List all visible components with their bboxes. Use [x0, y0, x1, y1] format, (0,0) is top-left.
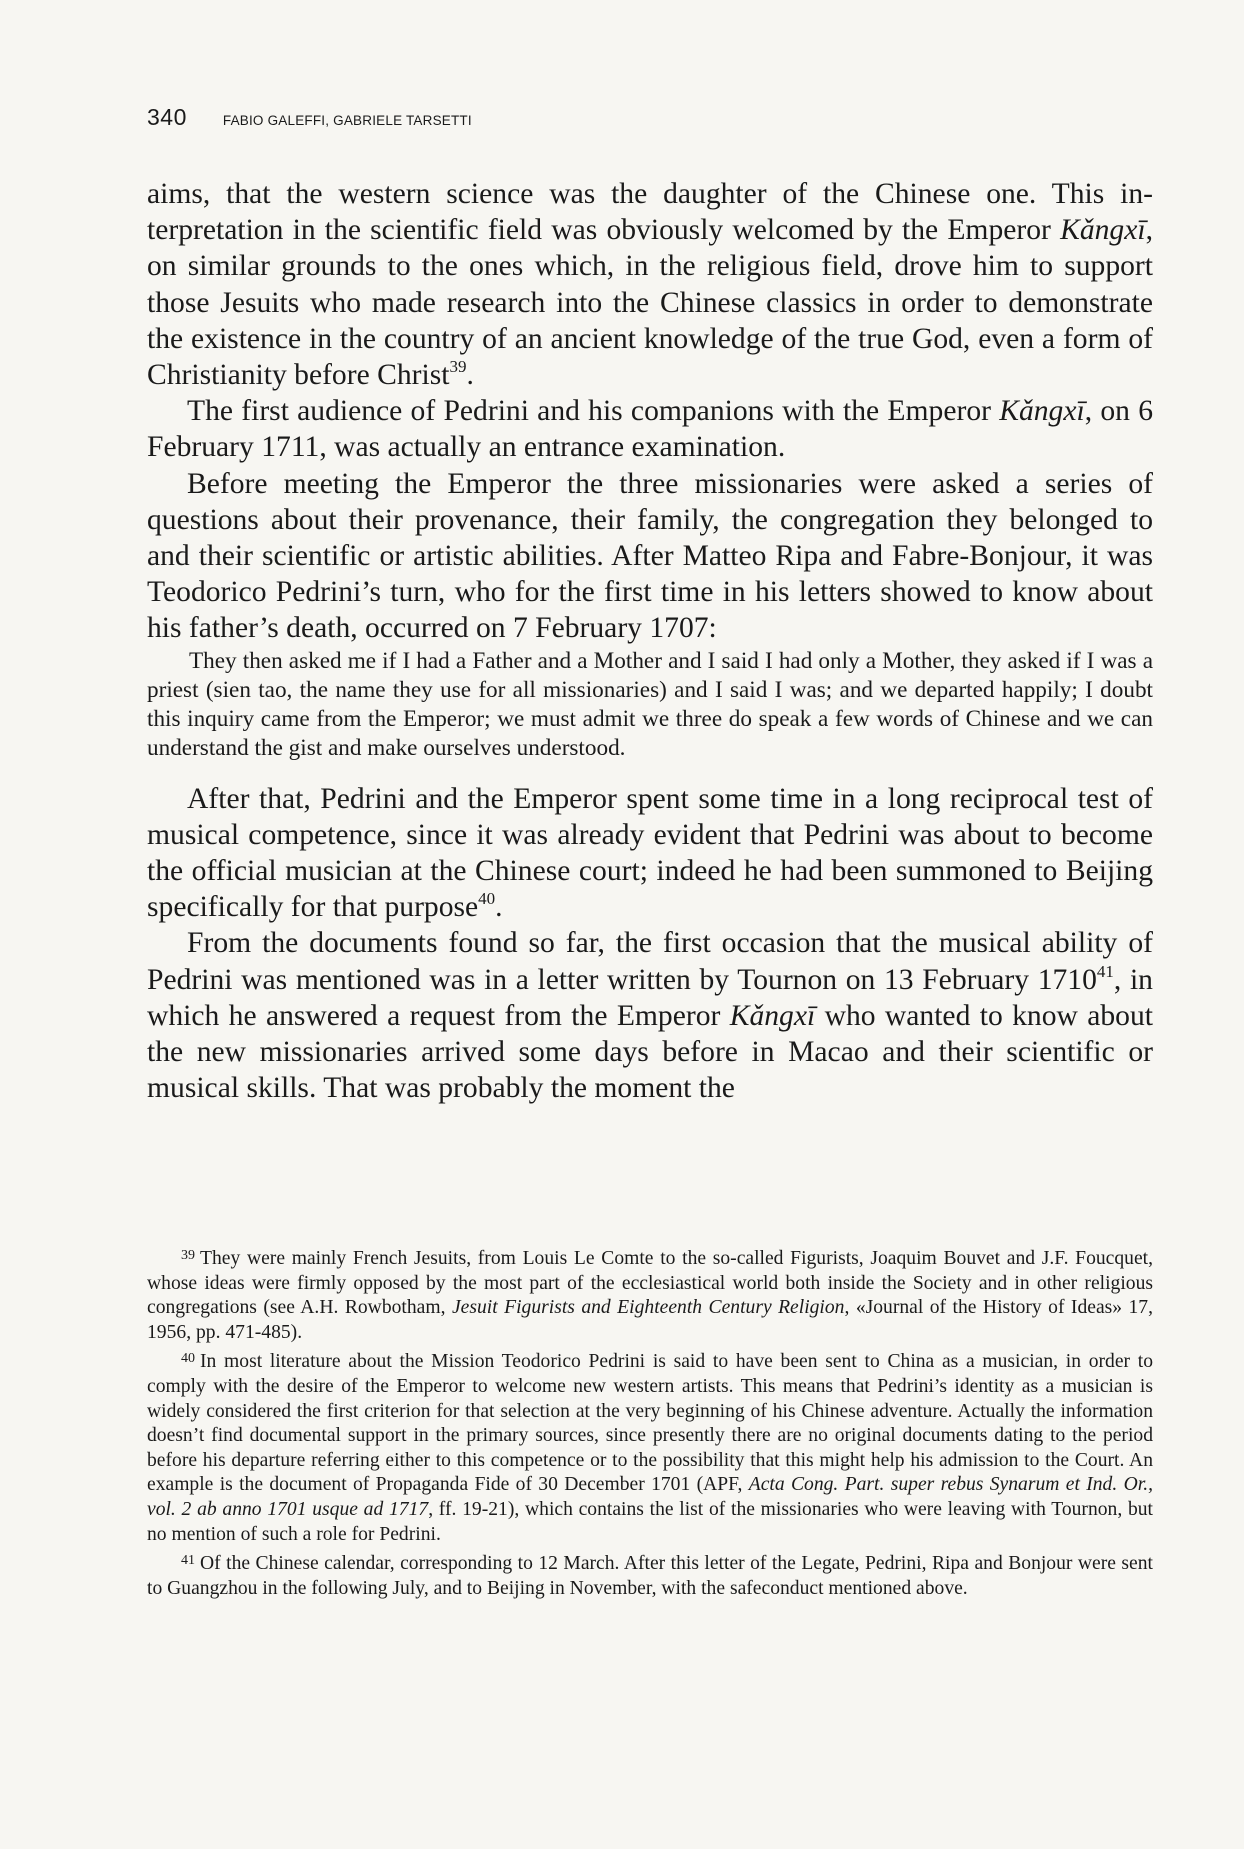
footnote-39-text-a: They were mainly French Jesuits, from Louis Le Comte to the so-called Figurists, Joaquim Bouvet and J.F. Foucquet, whose ideas were firmly opposed by the most part of the ecclesiastical world both inside the Society and in other religious congregations (see A.H. Rowbotham,: [147, 1248, 1153, 1319]
paragraph-1-text-b: , on similar grounds to the ones which, in the religious field, drove him to support those Jesuits who made research into the Chinese classics in order to demonstrate the existence in the country of an ancient knowledge of the true God, even a form of Christianity before Christ: [147, 214, 1153, 392]
footnote-41-text-a: Of the Chinese calendar, corresponding to 12 March. After this letter of the Legate, Pedrini, Ripa and Bonjour were sent to Guangzhou in the following July, and to Beijing in November, with the safeconduct mentioned above.: [147, 1553, 1153, 1599]
footnote-40-text-a: In most literature about the Mission Teodorico Pedrini is said to have been sent to China as a musician, in order to comply with the desire of the Emperor to welcome new western artists. This means that Pedrini’s identity as a musician is widely considered the first criterion for that selection at the very beginning of his Chinese adventure. Actually the information doesn’t find documental support in the primary sources, since presently there are no original documents dating to the period before his departure referring either to this competence or to the possibility that this might help his admission to the Court. An example is the document of Propaganda Fide of 30 December 1701 (APF,: [147, 1351, 1153, 1496]
footnote-40: [147, 1347, 1153, 1547]
footnote-39: [147, 1244, 1153, 1345]
footnote-39-title: Jesuit Figurists and Eighteenth Century Religion: [451, 1297, 845, 1319]
footnote-number: 40: [181, 1351, 195, 1367]
paragraph-4: [147, 781, 1153, 926]
paragraph-2: [147, 393, 1153, 465]
paragraph-2-text-a: The first audience of Pedrini and his companions with the Emperor: [187, 395, 1000, 428]
footnote-39-text-b: , «Journal of the History of Ideas» 17, 1956, pp. 471-485).: [147, 1297, 1154, 1343]
footnote-40-title: Acta Cong. Part. super rebus Synarum et Ind. Or., vol. 2 ab anno 1701 usque ad 1717: [147, 1474, 1153, 1520]
paragraph-5-text-a: From the documents found so far, the first occasion that the musical ability of Pedrini was mentioned was in a letter written by Tournon on 13 February 1710: [147, 927, 1153, 996]
body-text: [147, 176, 1153, 1106]
footnote-number: 41: [181, 1553, 195, 1569]
footnote-number: 39: [181, 1248, 195, 1263]
paragraph-3: Before meeting the Emperor the three missionaries were asked a series of questions about their provenance, their family, the congregation they belonged to and their scientific or artistic abilities. After Matteo Ripa and Fabre-Bonjour, it was Teodorico Pedrini’s turn, who for the first time in his letters showed to know about his father’s death, occurred on 7 February 1707:: [147, 467, 1153, 645]
running-head: [147, 104, 472, 131]
footnote-41: [147, 1549, 1153, 1601]
block-quote: They then asked me if I had a Father and a Mother and I said I had only a Mother, they asked if I was a priest (sien tao, the name they use for all missionaries) and I said I was; and we departed happily; I doubt this inquiry came from the Emperor; we must admit we three do speak a few words of Chinese and we can understand the gist and make ourselves understood.: [147, 647, 1153, 761]
paragraph-4-text-b: .: [495, 891, 503, 924]
paragraph-5-text-b: , in which he answered a request from the Emperor: [147, 963, 1153, 1032]
emperor-name: Kǎngxī: [729, 999, 816, 1032]
footnote-40-text-b: , ff. 19-21), which contains the list of the missionaries who were leaving with Tournon, but no mention of such a role for Pedrini.: [147, 1498, 1154, 1545]
footnotes: [147, 1244, 1153, 1601]
emperor-name: Kǎngxī: [1060, 214, 1146, 247]
footnote-ref-39[interactable]: 39: [449, 357, 467, 377]
paragraph-5: [147, 925, 1153, 1106]
footnote-ref-40[interactable]: 40: [478, 889, 496, 909]
footnote-ref-41[interactable]: 41: [1096, 961, 1114, 981]
paragraph-1-text-a: aims, that the western science was the daughter of the Chinese one. This interpretation in the scientific field was obviously welcomed by the Emperor: [147, 178, 1153, 247]
running-head-authors: FABIO GALEFFI, GABRIELE TARSETTI: [222, 113, 472, 128]
emperor-name: Kǎngxī: [999, 395, 1085, 428]
page-number: 340: [147, 104, 187, 130]
paragraph-1: [147, 176, 1153, 393]
paragraph-2-text-b: , on 6 February 1711, was actually an entrance examination.: [147, 395, 1153, 464]
paragraph-5-text-c: who wanted to know about the new missionaries arrived some days before in Macao and their scientific or musical skills. That was probably the moment the: [147, 999, 1153, 1105]
paragraph-4-text-a: After that, Pedrini and the Emperor spent some time in a long reciprocal test of musical competence, since it was already evident that Pedrini was about to become the official musician at the Chinese court; indeed he had been summoned to Beijing specifically for that purpose: [147, 782, 1153, 924]
paragraph-1-text-c: .: [466, 359, 474, 392]
